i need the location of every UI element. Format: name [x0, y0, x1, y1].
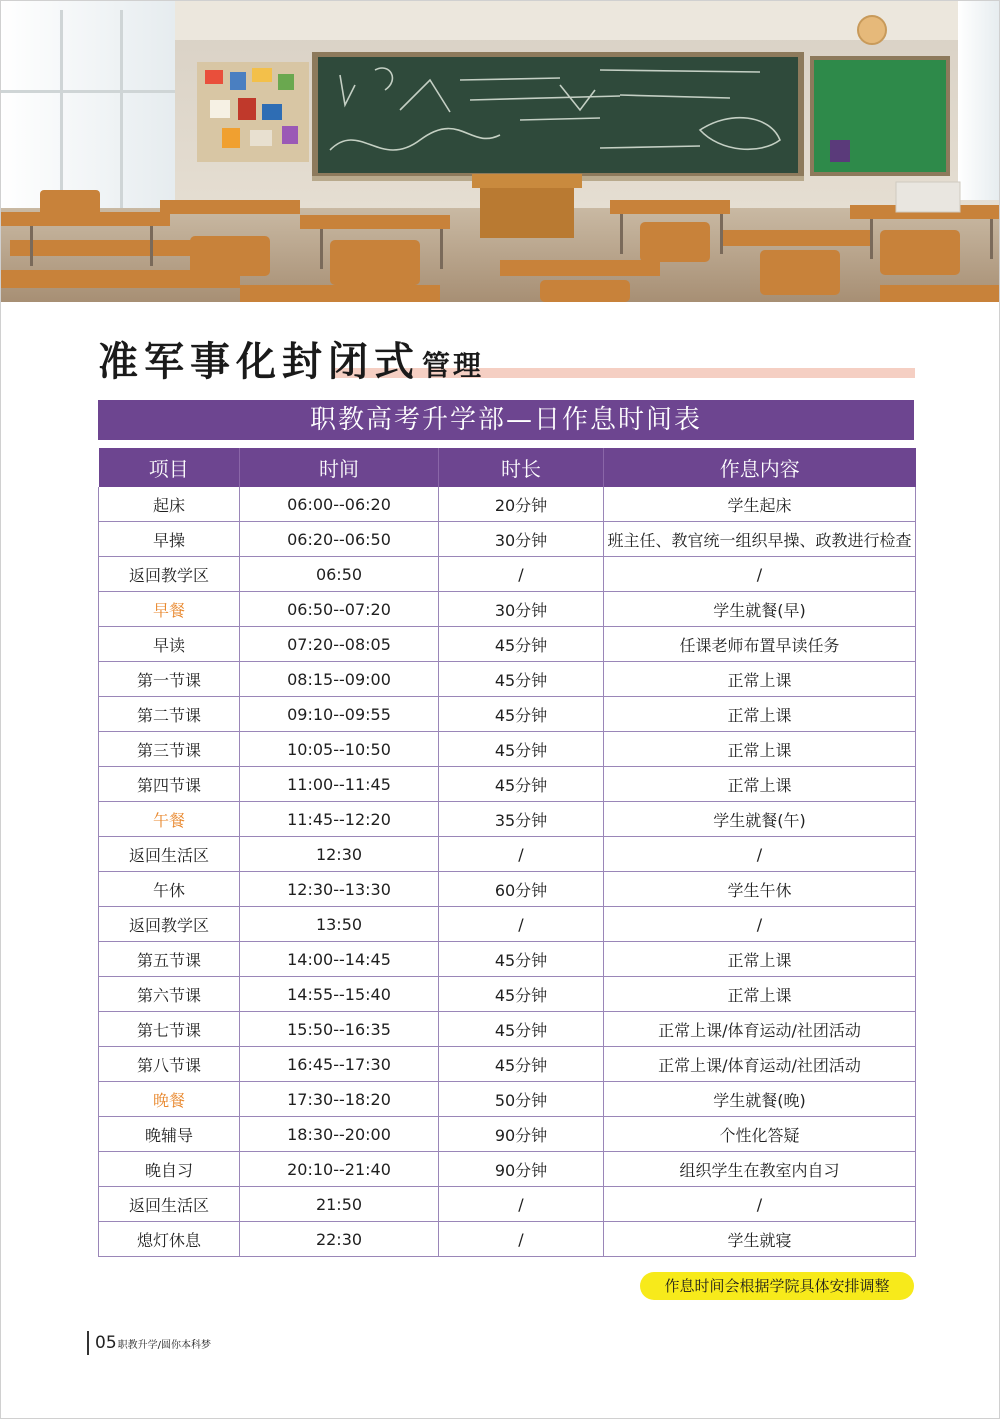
column-header-item: 项目 [99, 448, 240, 487]
cell-item: 晚自习 [99, 1152, 240, 1187]
table-row [99, 1082, 916, 1117]
cell-item: 晚辅导 [99, 1117, 240, 1152]
cell-content: 正常上课 [604, 977, 916, 1012]
table-row [99, 557, 916, 592]
cell-duration: / [439, 907, 604, 942]
cell-item: 第八节课 [99, 1047, 240, 1082]
cell-time: 10:05--10:50 [240, 732, 439, 767]
cell-item: 早读 [99, 627, 240, 662]
cell-duration: 90分钟 [439, 1152, 604, 1187]
table-row [99, 1222, 916, 1257]
cell-item: 返回教学区 [99, 907, 240, 942]
cell-item: 午餐 [99, 802, 240, 837]
cell-duration: 45分钟 [439, 1012, 604, 1047]
cell-time: 21:50 [240, 1187, 439, 1222]
cell-time: 06:00--06:20 [240, 487, 439, 522]
table-row [99, 1152, 916, 1187]
cell-item: 返回生活区 [99, 837, 240, 872]
cell-item: 第四节课 [99, 767, 240, 802]
cell-duration: 60分钟 [439, 872, 604, 907]
cell-content: 正常上课 [604, 697, 916, 732]
cell-item: 第二节课 [99, 697, 240, 732]
cell-duration: / [439, 1187, 604, 1222]
cell-duration: 30分钟 [439, 592, 604, 627]
cell-item: 第五节课 [99, 942, 240, 977]
cell-duration: 20分钟 [439, 487, 604, 522]
schedule-body [99, 487, 916, 1257]
cell-content: / [604, 557, 916, 592]
schedule-table [98, 448, 916, 1257]
cell-duration: 45分钟 [439, 662, 604, 697]
cell-content: 班主任、教官统一组织早操、政教进行检查 [604, 522, 916, 557]
table-title: 职教高考升学部—日作息时间表 [98, 400, 914, 440]
cell-duration: 45分钟 [439, 1047, 604, 1082]
cell-time: 16:45--17:30 [240, 1047, 439, 1082]
cell-content: 组织学生在教室内自习 [604, 1152, 916, 1187]
cell-item: 午休 [99, 872, 240, 907]
footer-slogan: 职教升学/圆你本科梦 [117, 1339, 212, 1351]
cell-duration: 50分钟 [439, 1082, 604, 1117]
table-row [99, 767, 916, 802]
heading-sub: 管理 [422, 349, 485, 382]
table-row [99, 1187, 916, 1222]
column-header-time: 时间 [240, 448, 439, 487]
cell-content: 学生起床 [604, 487, 916, 522]
cell-time: 18:30--20:00 [240, 1117, 439, 1152]
cell-content: 学生就寝 [604, 1222, 916, 1257]
cell-item: 早操 [99, 522, 240, 557]
cell-item: 第一节课 [99, 662, 240, 697]
cell-item: 返回教学区 [99, 557, 240, 592]
table-row [99, 662, 916, 697]
cell-duration: / [439, 1222, 604, 1257]
cell-item: 第六节课 [99, 977, 240, 1012]
cell-time: 14:55--15:40 [240, 977, 439, 1012]
heading-main: 准军事化封闭式 [98, 339, 420, 385]
cell-item: 起床 [99, 487, 240, 522]
cell-content: 学生就餐(早) [604, 592, 916, 627]
adjustment-note: 作息时间会根据学院具体安排调整 [640, 1272, 914, 1300]
cell-time: 08:15--09:00 [240, 662, 439, 697]
cell-item: 熄灯休息 [99, 1222, 240, 1257]
table-row [99, 942, 916, 977]
page-number: 05 [95, 1333, 117, 1353]
cell-time: 06:50 [240, 557, 439, 592]
cell-duration: 45分钟 [439, 977, 604, 1012]
cell-content: / [604, 1187, 916, 1222]
table-row [99, 907, 916, 942]
cell-time: 06:50--07:20 [240, 592, 439, 627]
table-header-row [99, 448, 916, 487]
cell-item: 第三节课 [99, 732, 240, 767]
cell-duration: 45分钟 [439, 697, 604, 732]
cell-duration: 45分钟 [439, 767, 604, 802]
cell-content: 正常上课/体育运动/社团活动 [604, 1012, 916, 1047]
cell-duration: 45分钟 [439, 732, 604, 767]
table-row [99, 732, 916, 767]
cell-content: 正常上课 [604, 942, 916, 977]
table-row [99, 627, 916, 662]
cell-time: 06:20--06:50 [240, 522, 439, 557]
cell-content: 学生就餐(午) [604, 802, 916, 837]
footer-divider [87, 1331, 89, 1355]
cell-time: 12:30--13:30 [240, 872, 439, 907]
table-row [99, 977, 916, 1012]
table-row [99, 1117, 916, 1152]
table-row [99, 1047, 916, 1082]
cell-duration: / [439, 557, 604, 592]
cell-content: 正常上课/体育运动/社团活动 [604, 1047, 916, 1082]
cell-content: 正常上课 [604, 732, 916, 767]
page-footer [87, 1331, 211, 1355]
cell-time: 07:20--08:05 [240, 627, 439, 662]
cell-duration: 45分钟 [439, 942, 604, 977]
table-row [99, 802, 916, 837]
cell-time: 17:30--18:20 [240, 1082, 439, 1117]
classroom-photo [0, 0, 1000, 302]
cell-content: 学生就餐(晚) [604, 1082, 916, 1117]
column-header-content: 作息内容 [604, 448, 916, 487]
cell-duration: 35分钟 [439, 802, 604, 837]
table-row [99, 522, 916, 557]
table-row [99, 872, 916, 907]
cell-time: 09:10--09:55 [240, 697, 439, 732]
cell-content: 正常上课 [604, 767, 916, 802]
cell-duration: 30分钟 [439, 522, 604, 557]
table-row [99, 837, 916, 872]
cell-time: 14:00--14:45 [240, 942, 439, 977]
cell-content: 任课老师布置早读任务 [604, 627, 916, 662]
cell-duration: / [439, 837, 604, 872]
column-header-duration: 时长 [439, 448, 604, 487]
cell-content: / [604, 907, 916, 942]
cell-time: 20:10--21:40 [240, 1152, 439, 1187]
table-row [99, 1012, 916, 1047]
table-row [99, 487, 916, 522]
cell-item: 早餐 [99, 592, 240, 627]
cell-content: 个性化答疑 [604, 1117, 916, 1152]
table-row [99, 592, 916, 627]
cell-time: 12:30 [240, 837, 439, 872]
cell-content: / [604, 837, 916, 872]
cell-item: 第七节课 [99, 1012, 240, 1047]
cell-time: 22:30 [240, 1222, 439, 1257]
table-row [99, 697, 916, 732]
cell-item: 返回生活区 [99, 1187, 240, 1222]
cell-duration: 90分钟 [439, 1117, 604, 1152]
page-heading [98, 334, 484, 384]
cell-time: 15:50--16:35 [240, 1012, 439, 1047]
cell-duration: 45分钟 [439, 627, 604, 662]
cell-content: 正常上课 [604, 662, 916, 697]
cell-time: 13:50 [240, 907, 439, 942]
cell-time: 11:45--12:20 [240, 802, 439, 837]
cell-content: 学生午休 [604, 872, 916, 907]
cell-item: 晚餐 [99, 1082, 240, 1117]
cell-time: 11:00--11:45 [240, 767, 439, 802]
